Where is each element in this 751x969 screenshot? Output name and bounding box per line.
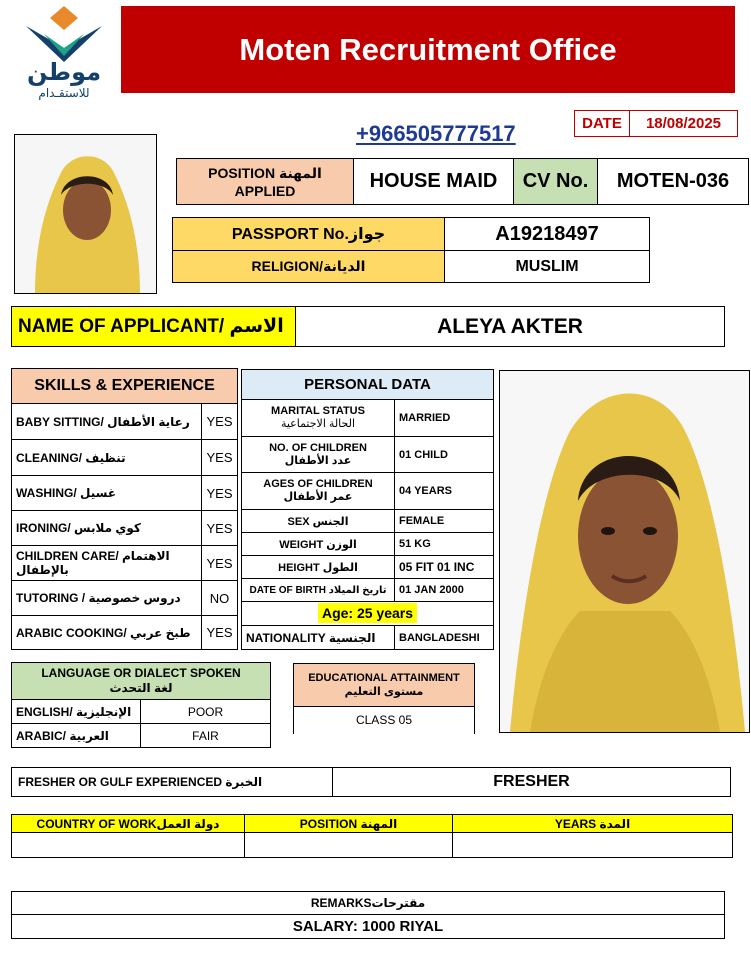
personal-label-en: AGES OF CHILDREN [263,478,373,490]
work-history-table [11,814,733,858]
table-row [242,400,494,437]
skill-label: CLEANING/ تنظيف [12,440,202,476]
table-cell [12,833,245,858]
education-title [293,663,475,707]
skills-title: SKILLS & EXPERIENCE [12,369,238,404]
company-logo [22,4,106,100]
table-row [12,440,238,476]
table-row [242,437,494,473]
date-label: DATE [574,110,630,137]
table-row [242,510,494,533]
table-row [12,581,238,616]
table-row [12,404,238,440]
language-value: FAIR [141,724,271,748]
table-row [242,533,494,556]
personal-value: 05 FIT 01 INC [395,556,494,579]
language-title-ar: لغة التحدث [109,681,173,695]
skills-table [11,368,238,650]
education-value: CLASS 05 [293,706,475,734]
personal-label-en: MARITAL STATUS [271,405,365,417]
skill-value: YES [202,616,238,650]
personal-value: 04 YEARS [395,473,494,510]
position-value: HOUSE MAID [353,158,514,205]
col-position: POSITION المهنة [245,815,453,833]
col-country: COUNTRY OF WORKدولة العمل [12,815,245,833]
position-label: POSITION المهنة APPLIED [176,158,354,205]
personal-label: WEIGHT الوزن [242,533,395,556]
skill-label: IRONING/ كوي ملابس [12,511,202,546]
applicant-name-label: NAME OF APPLICANT/ الاسم [11,306,296,347]
personal-label [242,400,395,437]
education-title-en: EDUCATIONAL ATTAINMENT [308,672,460,684]
logo-subtitle: للاستقـدام [38,86,90,100]
language-title-en: LANGUAGE OR DIALECT SPOKEN [41,666,241,680]
skill-value: YES [202,440,238,476]
table-row [12,700,271,724]
skill-label: WASHING/ غسيل [12,476,202,511]
table-row [12,546,238,581]
date-value: 18/08/2025 [629,110,738,137]
col-years: YEARS المدة [453,815,733,833]
logo-mark-icon [22,4,106,62]
table-row [12,476,238,511]
passport-value: A19218497 [444,217,650,251]
table-row [242,473,494,510]
skill-label: CHILDREN CARE/ الاهتمام بالإطفال [12,546,202,581]
table-cell [453,833,733,858]
skill-value: NO [202,581,238,616]
applicant-photo-large [499,370,750,733]
personal-title: PERSONAL DATA [242,370,494,400]
cv-value: MOTEN-036 [597,158,749,205]
phone-number[interactable]: +966505777517 [356,121,516,146]
language-table [11,662,271,748]
personal-label-ar: الحالة الاجتماعية [280,418,356,430]
experience-label: FRESHER OR GULF EXPERIENCED الخبرة [11,767,333,797]
skill-value: YES [202,546,238,581]
nationality-value: BANGLADESHI [395,626,494,650]
table-row [12,833,733,858]
table-row [242,579,494,602]
personal-label-ar: عدد الأطفال [284,454,352,467]
personal-label-ar: عمر الأطفال [283,491,353,503]
cv-label: CV No. [513,158,598,205]
table-row [12,616,238,650]
personal-value: 51 KG [395,533,494,556]
personal-label: HEIGHT الطول [242,556,395,579]
skill-value: YES [202,511,238,546]
page-title: Moten Recruitment Office [239,31,617,67]
skill-value: YES [202,404,238,440]
personal-label-en: NO. OF CHILDREN [269,441,367,454]
language-label: ARABIC/ العربية [12,724,141,748]
personal-value: 01 JAN 2000 [395,579,494,602]
remarks-label: REMARKSمقترحات [11,891,725,915]
personal-value: FEMALE [395,510,494,533]
applicant-portrait-icon [15,135,156,293]
skill-value: YES [202,476,238,511]
age-badge: Age: 25 years [318,603,417,623]
personal-label [242,437,395,473]
table-row [12,724,271,748]
table-cell [245,833,453,858]
skill-label: TUTORING / دروس خصوصية [12,581,202,616]
applicant-photo-small [14,134,157,294]
header-banner [121,6,735,93]
religion-label: RELIGION/الديانة [172,250,445,283]
table-row [242,626,494,650]
personal-label: DATE OF BIRTH تاريخ الميلاد [242,579,395,602]
personal-data-table [241,369,494,650]
passport-label: PASSPORT No.جواز [172,217,445,251]
skill-label: ARABIC COOKING/ طبخ عربي [12,616,202,650]
table-row [12,511,238,546]
applicant-portrait-large-icon [500,371,749,732]
experience-value: FRESHER [332,767,731,797]
personal-value: 01 CHILD [395,437,494,473]
logo-arabic-text: موطن [26,59,102,86]
education-title-ar: مستوى التعليم [344,686,424,698]
table-row [242,556,494,579]
personal-value: MARRIED [395,400,494,437]
language-value: POOR [141,700,271,724]
religion-value: MUSLIM [444,250,650,283]
personal-label [242,473,395,510]
skill-label: BABY SITTING/ رعاية الأطفال [12,404,202,440]
nationality-label: NATIONALITY الجنسية [242,626,395,650]
applicant-name-value: ALEYA AKTER [295,306,725,347]
language-label: ENGLISH/ الإنجليزية [12,700,141,724]
language-title [12,663,271,700]
personal-label: SEX الجنس [242,510,395,533]
remarks-value: SALARY: 1000 RIYAL [11,914,725,939]
